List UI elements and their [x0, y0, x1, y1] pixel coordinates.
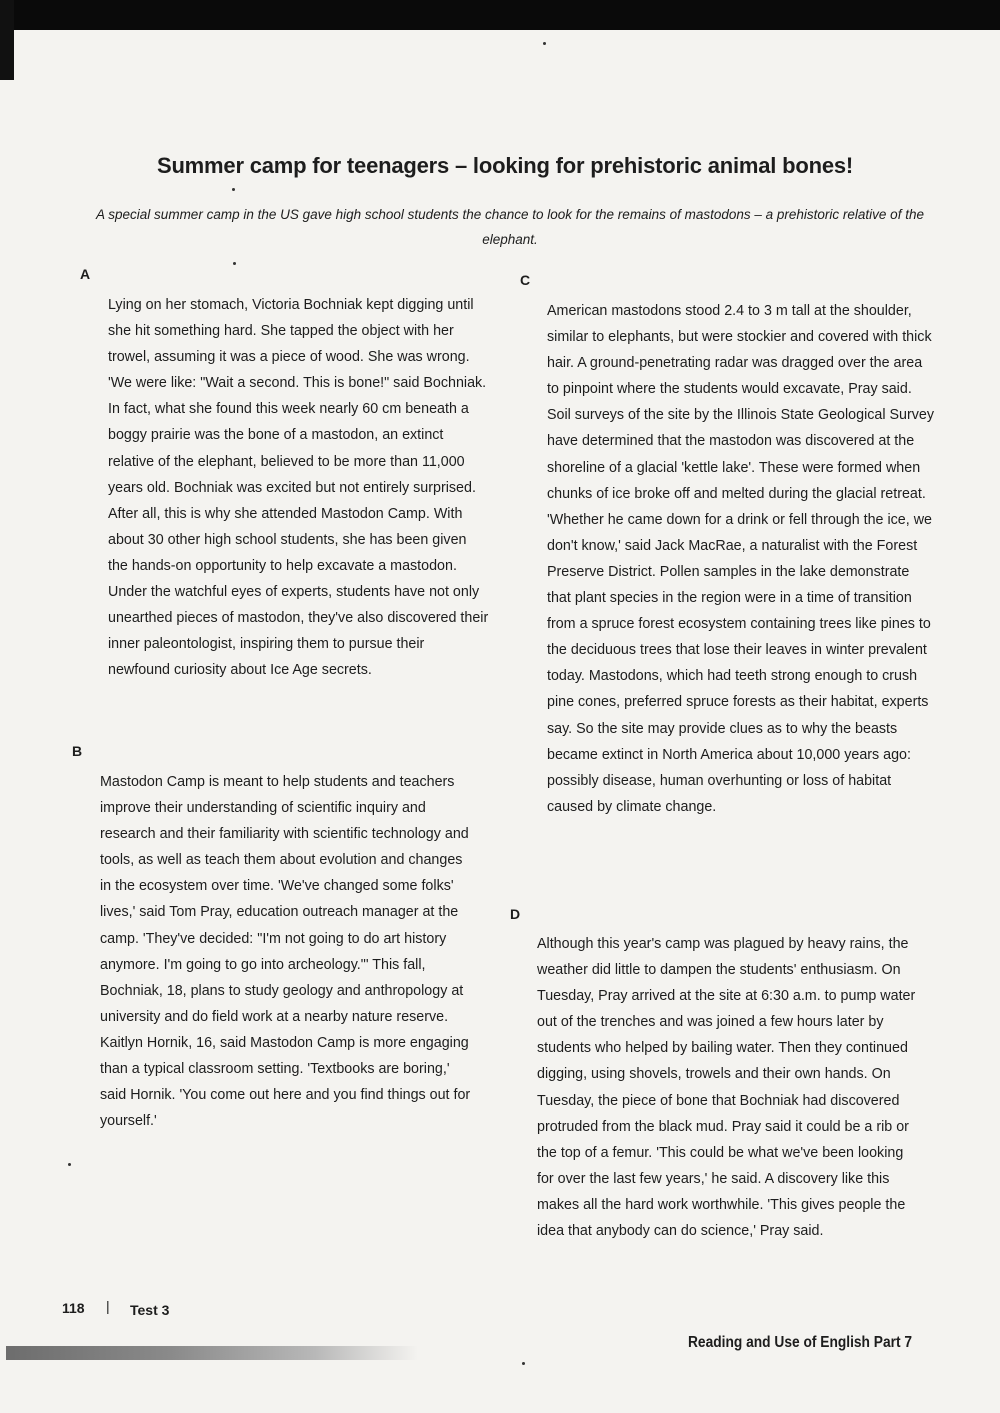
section-a-text: Lying on her stomach, Victoria Bochniak kept digging until she hit something hard. She tapped the object with her trowel, assuming it was a piece of wood. She was wrong. 'We were like: "Wait a second. This is bone!" said Bochniak. In fact, what she found this week nearly 60 cm beneath a boggy prairie was the bone of a mastodon, an extinct relative of the elephant, believed to be more than 11,000 years old. Bochniak was excited but not entirely surprised. After all, this is why she attended Mastodon Camp. With about 30 other high school students, she has been given the hands-on opportunity to help excavate a mastodon. Under the watchful eyes of experts, students have not only unearthed pieces of mastodon, they've also discovered their inner paleontologist, inspiring them to pursue their newfound curiosity about Ice Age secrets. [108, 297, 489, 679]
section-letter-c: C [520, 272, 531, 288]
page-number: 118 [62, 1300, 85, 1316]
section-d-text: Although this year's camp was plagued by heavy rains, the weather did little to dampen the students' enthusiasm. On Tuesday, Pray arrived at the site at 6:30 a.m. to pump water out of the trenches and was joined a few hours later by students who helped by bailing water. Then they continued digging, using shovels, trowels and their own hands. On Tuesday, the piece of bone that Bochniak had discovered protruded from the black mud. Pray said it could be a rib or the top of a femur. 'This could be what we've been looking for over the last few years,' he said. A discovery like this makes all the hard work worthwhile. 'This gives people the idea that anybody can do science,' Pray said. [537, 936, 916, 1240]
scan-speck [543, 42, 546, 45]
footer-separator: | [106, 1298, 110, 1314]
scan-shadow-left [0, 0, 14, 80]
section-letter-b: B [72, 743, 83, 759]
scan-speck [233, 262, 236, 265]
scan-speck [522, 1362, 525, 1365]
article-title: Summer camp for teenagers – looking for prehistoric animal bones! [156, 153, 854, 178]
section-letter-d: D [510, 906, 521, 922]
section-c-text: American mastodons stood 2.4 to 3 m tall at the shoulder, similar to elephants, but were stockier and covered with thick hair. A ground-penetrating radar was dragged over the area to pinpoint where the students would excavate, Pray said. Soil surveys of the site by the Illinois State Geological Survey have determined that the mastodon was discovered at the shoreline of a glacial 'kettle lake'. These were formed when chunks of ice broke off and melted during the glacial retreat. 'Whether he came down for a drink or fell through the ice, we don't know,' said Jack MacRae, a naturalist with the Forest Preserve District. Pollen samples in the lake demonstrate that plant species in the region were in a time of transition from a spruce forest ecosystem containing trees like pines to the deciduous trees that lose their leaves in winter prevalent today. Mastodons, which had teeth strong enough to crush pine cones, preferred spruce forests as their habitat, experts say. So the site may provide clues as to why the beasts became extinct in North America about 10,000 years ago: possibly disease, human overhunting or loss of habitat caused by climate change. [547, 303, 935, 815]
scan-speck [68, 1163, 71, 1166]
scan-edge-shadow [6, 1346, 418, 1360]
section-letter-a: A [80, 266, 91, 282]
scan-speck [232, 188, 235, 191]
section-b-text: Mastodon Camp is meant to help students and teachers improve their understanding of scientific inquiry and research and their familiarity with scientific technology and tools, as well as teach them about evolution and changes in the ecosystem over time. 'We've changed some folks' lives,' said Tom Pray, education outreach manager at the camp. 'They've decided: "I'm not going to do art history anymore. I'm going to go into archeology."' This fall, Bochniak, 18, plans to study geology and anthropology at university and do field work at a nearby nature reserve. Kaitlyn Hornik, 16, said Mastodon Camp is more engaging than a typical classroom setting. 'Textbooks are boring,' said Hornik. 'You come out here and you find things out for yourself.' [100, 774, 471, 1130]
test-label: Test 3 [130, 1302, 170, 1318]
part-label: Reading and Use of English Part 7 [688, 1334, 913, 1351]
scan-shadow-top [0, 0, 1000, 30]
article-subtitle: A special summer camp in the US gave high school students the chance to look for the remains of mastodons – a prehistoric relative of the elephant. [96, 207, 924, 247]
